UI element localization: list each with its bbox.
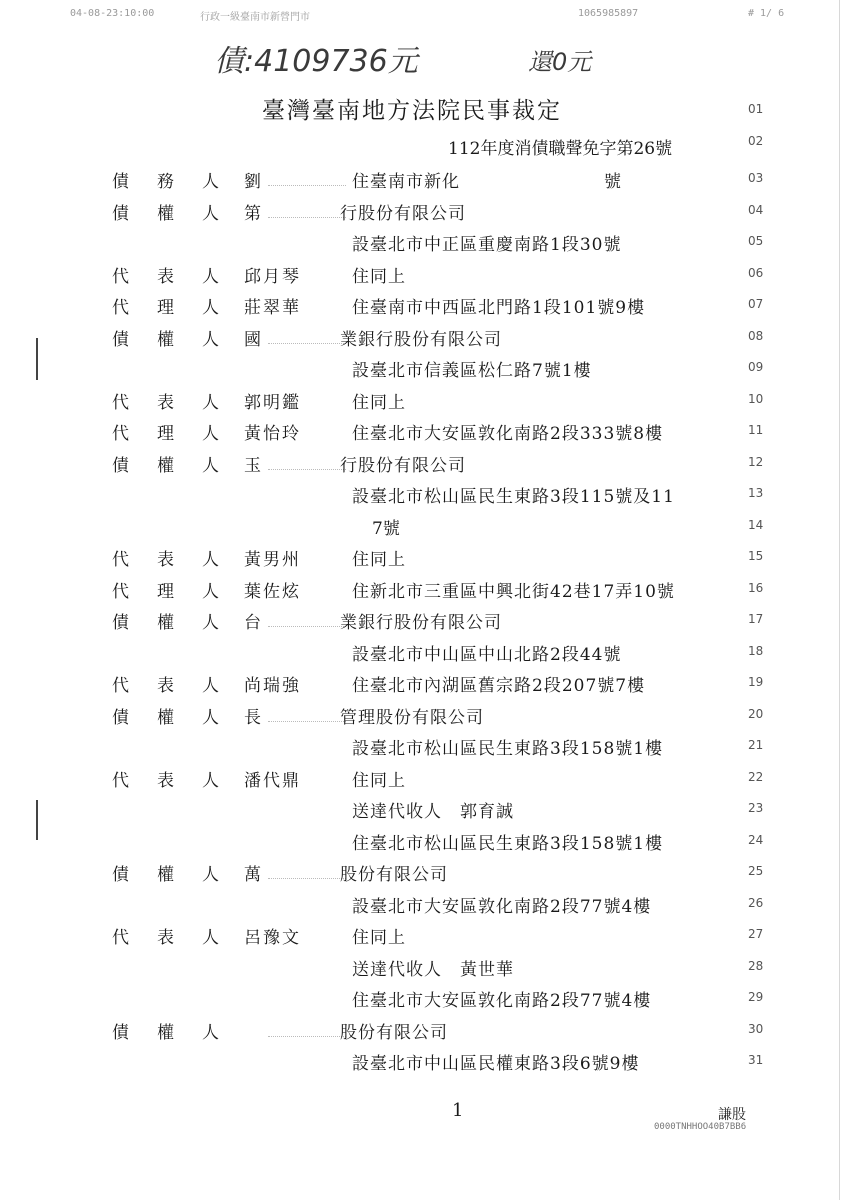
party-detail: 住同上 (352, 393, 406, 413)
line-number: 16 (748, 581, 764, 595)
party-detail: 住臺北市大安區敦化南路2段333號8樓 (352, 424, 664, 444)
party-name: 尚瑞強 (244, 676, 301, 696)
court-division: 謙股 (718, 1107, 746, 1123)
party-detail: 住同上 (352, 928, 406, 948)
document-line (0, 545, 848, 575)
party-detail: 設臺北市信義區松仁路7號1樓 (352, 361, 592, 381)
line-number: 19 (748, 675, 764, 689)
case-number: 112年度消債職聲免字第26號 (448, 139, 673, 159)
party-role: 代理人 (112, 582, 247, 602)
redaction-mask (268, 1034, 346, 1037)
document-code: 0000TNHHOO40B7BB6 (654, 1122, 747, 1132)
document-line (0, 293, 848, 323)
party-role: 代表人 (112, 393, 247, 413)
party-name: 潘代鼎 (244, 771, 301, 791)
line-number: 29 (748, 990, 764, 1004)
document-line (0, 167, 848, 197)
party-role: 代表人 (112, 771, 247, 791)
party-role: 債權人 (112, 330, 247, 350)
line-number: 13 (748, 486, 764, 500)
document-line (0, 1018, 848, 1048)
document-line (0, 577, 848, 607)
document-line (0, 955, 848, 985)
party-name: 葉佐炫 (244, 582, 301, 602)
line-number: 11 (748, 423, 764, 437)
document-line (0, 325, 848, 355)
line-number: 30 (748, 1022, 764, 1036)
line-number: 02 (748, 134, 764, 148)
redaction-mask (268, 341, 346, 344)
party-detail: 設臺北市中正區重慶南路1段30號 (352, 235, 622, 255)
party-name: 萬 (244, 865, 263, 885)
line-number: 05 (748, 234, 764, 248)
party-role: 債權人 (112, 865, 247, 885)
party-name: 劉 (244, 172, 263, 192)
party-role: 債權人 (112, 456, 247, 476)
redaction-mask (268, 624, 346, 627)
document-line (0, 829, 848, 859)
party-detail-continued: 7號 (372, 519, 400, 539)
party-role: 債權人 (112, 708, 247, 728)
document-line (0, 451, 848, 481)
party-role: 代表人 (112, 676, 247, 696)
document-line (0, 860, 848, 890)
party-name: 黃怡玲 (244, 424, 301, 444)
page-number: 1 (452, 1100, 464, 1121)
party-name: 台 (244, 613, 263, 633)
line-number: 27 (748, 927, 764, 941)
line-number: 22 (748, 770, 764, 784)
line-number: 18 (748, 644, 764, 658)
document-line (0, 230, 848, 260)
party-detail: 業銀行股份有限公司 (340, 330, 502, 350)
party-detail: 住新北市三重區中興北街42巷17弄10號 (352, 582, 675, 602)
line-number: 12 (748, 455, 764, 469)
document-line (0, 388, 848, 418)
party-name: 黃男州 (244, 550, 301, 570)
party-detail: 住臺南市新化 (352, 172, 460, 192)
document-title: 臺灣臺南地方法院民事裁定 (262, 98, 562, 124)
party-detail: 住同上 (352, 267, 406, 287)
line-number: 07 (748, 297, 764, 311)
document-line (0, 482, 848, 512)
line-number: 28 (748, 959, 764, 973)
document-line (0, 640, 848, 670)
party-detail: 住同上 (352, 771, 406, 791)
fax-sender: 行政一級臺南市新營門市 (200, 12, 310, 23)
handwritten-repay-note: 還0元 (528, 48, 592, 76)
line-number: 14 (748, 518, 764, 532)
party-detail: 設臺北市松山區民生東路3段158號1樓 (352, 739, 664, 759)
party-name: 第 (244, 204, 263, 224)
document-line (0, 130, 848, 160)
party-detail: 股份有限公司 (340, 1023, 448, 1043)
party-role: 代表人 (112, 928, 247, 948)
party-detail: 設臺北市大安區敦化南路2段77號4樓 (352, 897, 652, 917)
line-number: 01 (748, 102, 764, 116)
party-detail: 管理股份有限公司 (340, 708, 484, 728)
party-detail: 住臺北市內湖區舊宗路2段207號7樓 (352, 676, 646, 696)
party-role: 債權人 (112, 1023, 247, 1043)
party-detail: 住臺北市松山區民生東路3段158號1樓 (352, 834, 664, 854)
line-number: 17 (748, 612, 764, 626)
party-detail: 行股份有限公司 (340, 456, 466, 476)
document-line (0, 892, 848, 922)
document-line (0, 514, 848, 544)
party-detail: 設臺北市中山區民權東路3段6號9樓 (352, 1054, 640, 1074)
party-detail: 住臺北市大安區敦化南路2段77號4樓 (352, 991, 652, 1011)
party-role: 代表人 (112, 267, 247, 287)
line-number: 31 (748, 1053, 764, 1067)
party-role: 代理人 (112, 298, 247, 318)
party-name: 邱月琴 (244, 267, 301, 287)
party-detail: 住臺南市中西區北門路1段101號9樓 (352, 298, 646, 318)
address-tail: 號 (604, 172, 621, 192)
document-line (0, 419, 848, 449)
party-detail: 設臺北市松山區民生東路3段115號及11 (352, 487, 675, 507)
party-detail: 業銀行股份有限公司 (340, 613, 502, 633)
line-number: 26 (748, 896, 764, 910)
redaction-mask (268, 719, 346, 722)
line-number: 10 (748, 392, 764, 406)
line-number: 04 (748, 203, 764, 217)
document-line (0, 923, 848, 953)
party-name: 玉 (244, 456, 263, 476)
party-role: 債權人 (112, 204, 247, 224)
fax-number: 1065985897 (578, 8, 639, 19)
party-name: 長 (244, 708, 263, 728)
document-line (0, 356, 848, 386)
document-line (0, 1049, 848, 1079)
document-line (0, 986, 848, 1016)
redaction-mask (268, 467, 346, 470)
party-role: 代表人 (112, 550, 247, 570)
line-number: 20 (748, 707, 764, 721)
fax-timestamp: 04-08-23:10:00 (70, 8, 155, 19)
party-detail: 送達代收人 郭育誠 (352, 802, 514, 822)
party-detail: 送達代收人 黃世華 (352, 960, 514, 980)
document-line (0, 703, 848, 733)
redaction-mask (268, 215, 346, 218)
handwritten-debt-note: 債:4109736元 (214, 44, 418, 79)
party-detail: 股份有限公司 (340, 865, 448, 885)
line-number: 03 (748, 171, 764, 185)
document-line (0, 671, 848, 701)
party-role: 債權人 (112, 613, 247, 633)
party-name: 郭明鑑 (244, 393, 301, 413)
document-line (0, 98, 848, 128)
party-detail: 設臺北市中山區中山北路2段44號 (352, 645, 622, 665)
line-number: 09 (748, 360, 764, 374)
party-detail: 行股份有限公司 (340, 204, 466, 224)
party-name: 莊翠華 (244, 298, 301, 318)
document-line (0, 797, 848, 827)
line-number: 15 (748, 549, 764, 563)
line-number: 24 (748, 833, 764, 847)
redaction-mask (268, 183, 346, 186)
party-role: 代理人 (112, 424, 247, 444)
document-line (0, 608, 848, 638)
line-number: 08 (748, 329, 764, 343)
party-role: 債務人 (112, 172, 247, 192)
fax-page-count: # 1/ 6 (748, 8, 785, 19)
line-number: 25 (748, 864, 764, 878)
party-detail: 住同上 (352, 550, 406, 570)
line-number: 21 (748, 738, 764, 752)
document-line (0, 262, 848, 292)
party-name: 國 (244, 330, 263, 350)
party-name: 呂豫文 (244, 928, 301, 948)
document-line (0, 766, 848, 796)
redaction-mask (268, 876, 346, 879)
line-number: 06 (748, 266, 764, 280)
document-line (0, 734, 848, 764)
line-number: 23 (748, 801, 764, 815)
document-line (0, 199, 848, 229)
